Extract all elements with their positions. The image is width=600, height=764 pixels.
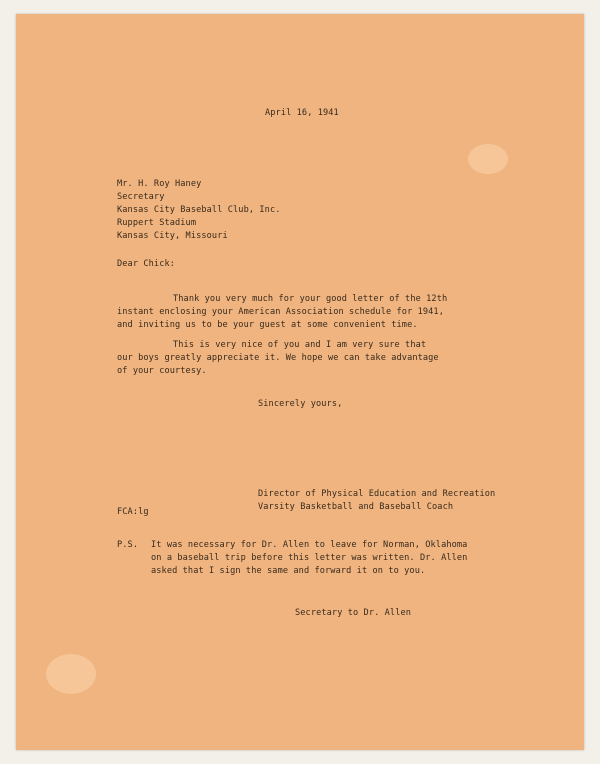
ps-line: asked that I sign the same and forward it on to you. — [151, 566, 426, 576]
paragraph-line: and inviting us to be your guest at some convenient time. — [117, 320, 418, 330]
address-line: Kansas City Baseball Club, Inc. — [117, 205, 281, 215]
address-line: Secretary — [117, 192, 165, 202]
address-line: Ruppert Stadium — [117, 218, 197, 228]
ps-line: It was necessary for Dr. Allen to leave for Norman, Oklahoma — [151, 540, 468, 550]
paragraph-line: This is very nice of you and I am very sure that — [173, 340, 427, 350]
paragraph-line: Thank you very much for your good letter of the 12th — [173, 294, 448, 304]
paragraph-line: instant enclosing your American Association schedule for 1941, — [117, 307, 444, 317]
paper-stain — [468, 144, 508, 174]
letter-date: April 16, 1941 — [265, 108, 339, 118]
ps-label: P.S. — [117, 540, 139, 550]
signature-title-line: Director of Physical Education and Recreation — [258, 489, 496, 499]
initials: FCA:lg — [117, 507, 149, 517]
signature-title-line: Varsity Basketball and Baseball Coach — [258, 502, 454, 512]
ps-line: on a baseball trip before this letter was written. Dr. Allen — [151, 553, 468, 563]
paper-stain — [46, 654, 96, 694]
salutation: Dear Chick: — [117, 259, 176, 269]
closing: Sincerely yours, — [258, 399, 343, 409]
paragraph-line: our boys greatly appreciate it. We hope we can take advantage — [117, 353, 439, 363]
address-line: Mr. H. Roy Haney — [117, 179, 202, 189]
letter-page — [16, 14, 584, 750]
ps-signature: Secretary to Dr. Allen — [295, 608, 412, 618]
paragraph-line: of your courtesy. — [117, 366, 207, 376]
address-line: Kansas City, Missouri — [117, 231, 228, 241]
